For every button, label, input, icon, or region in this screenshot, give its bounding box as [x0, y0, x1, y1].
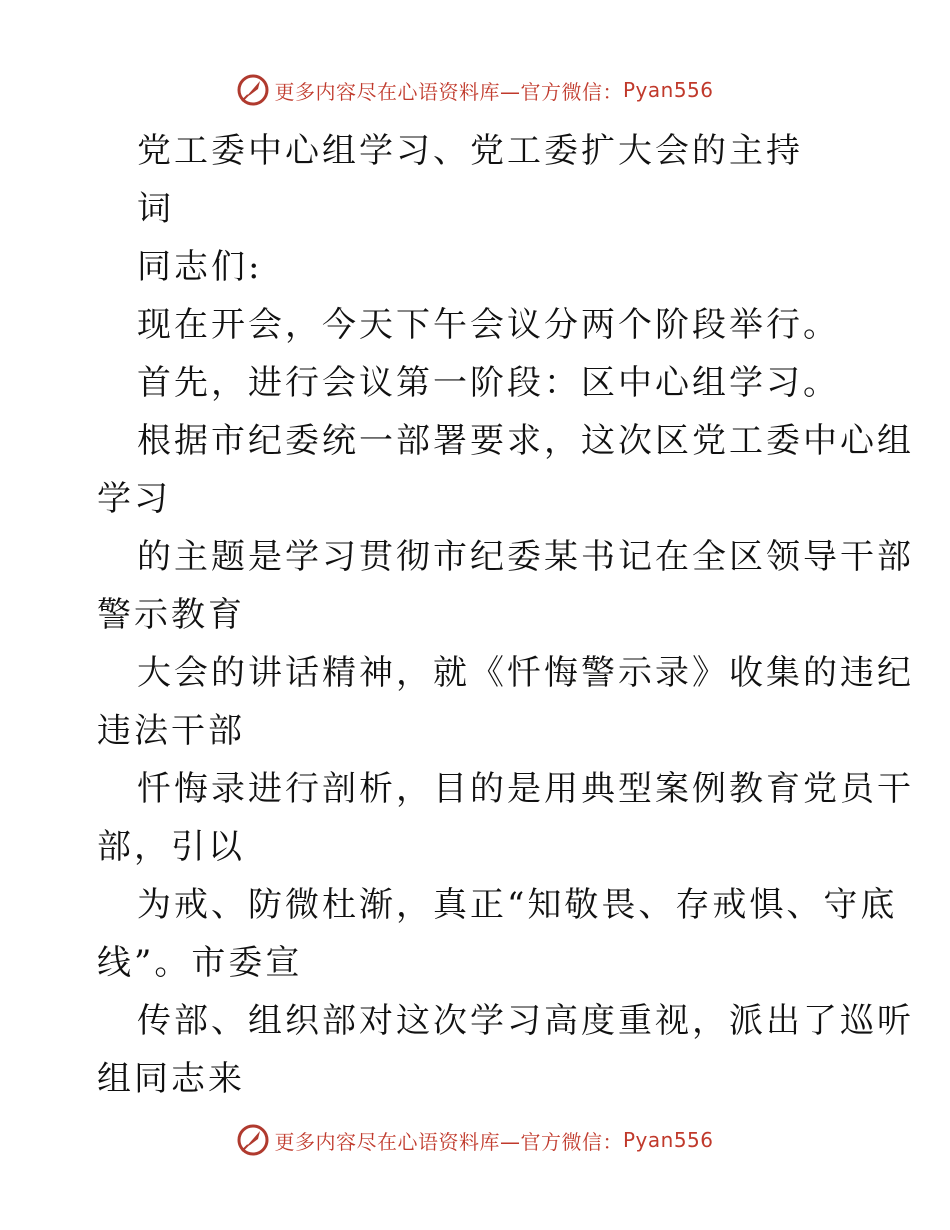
paragraph-line: 线”。市委宣 — [97, 943, 303, 983]
document-body — [97, 122, 914, 1108]
paragraph-line: 部，引以 — [97, 827, 245, 867]
banner-handle: Pyan556 — [622, 1128, 714, 1152]
banner-handle: Pyan556 — [622, 78, 714, 102]
banner-text: 更多内容尽在心语资料库—官方微信： — [274, 1129, 623, 1154]
paragraph-line: 传部、组织部对这次学习高度重视，派出了巡听 — [137, 1001, 914, 1041]
paragraph-line: 学习 — [97, 479, 171, 519]
paragraph-line: 的主题是学习贯彻市纪委某书记在全区领导干部 — [137, 537, 914, 577]
paragraph-line: 根据市纪委统一部署要求，这次区党工委中心组 — [137, 421, 914, 461]
footer-banner — [0, 1120, 950, 1160]
salutation: 同志们: — [137, 247, 263, 287]
quill-logo-icon — [236, 73, 270, 107]
paragraph-line: 组同志来 — [97, 1059, 245, 1099]
paragraph-line: 违法干部 — [97, 711, 245, 751]
paragraph-line: 警示教育 — [97, 595, 245, 635]
paragraph-line: 首先，进行会议第一阶段：区中心组学习。 — [137, 363, 840, 403]
paragraph-line: 忏悔录进行剖析，目的是用典型案例教育党员干 — [137, 769, 914, 809]
paragraph-line: 现在开会，今天下午会议分两个阶段举行。 — [137, 305, 840, 345]
paragraph-line: 为戒、防微杜渐，真正“知敬畏、存戒惧、守底 — [137, 885, 898, 925]
banner-text: 更多内容尽在心语资料库—官方微信： — [274, 79, 623, 104]
document-title-line-1: 党工委中心组学习、党工委扩大会的主持 — [137, 131, 803, 171]
header-banner — [0, 70, 950, 110]
document-title-line-2: 词 — [137, 189, 174, 229]
paragraph-line: 大会的讲话精神，就《忏悔警示录》收集的违纪 — [137, 653, 914, 693]
quill-logo-icon — [236, 1123, 270, 1157]
